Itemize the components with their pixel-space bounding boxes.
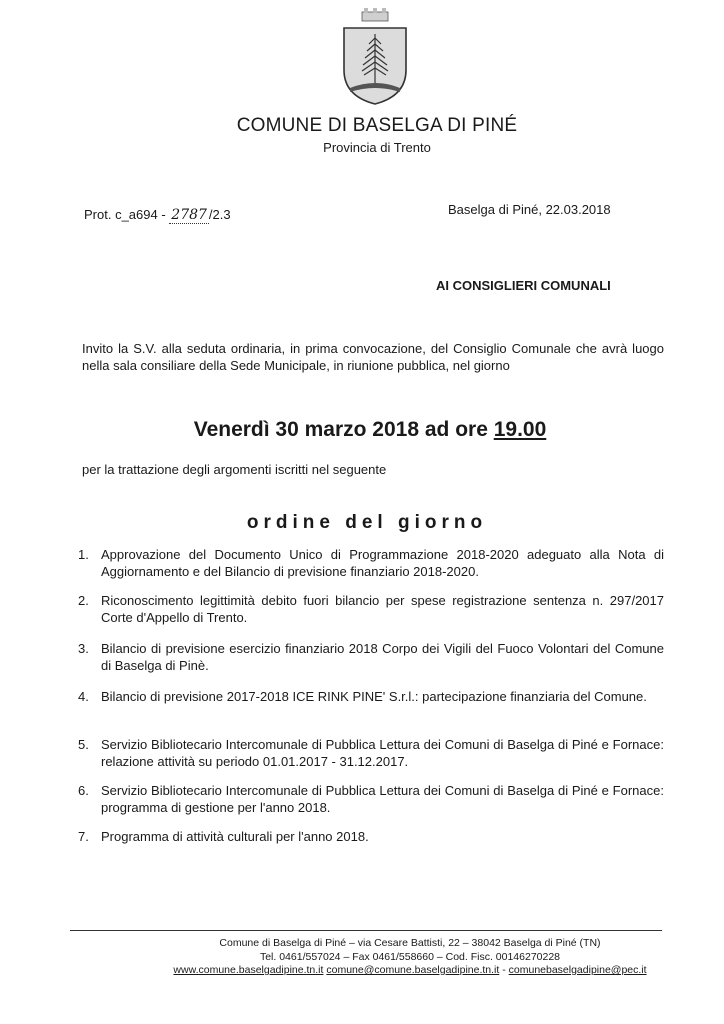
- agenda-item: [78, 828, 664, 845]
- footer-separator: -: [499, 964, 509, 976]
- meeting-date: Venerdì 30 marzo 2018 ad ore: [193, 418, 494, 441]
- place-and-date: Baselga di Piné, 22.03.2018: [448, 202, 611, 217]
- agenda-item-number: 1.: [78, 547, 89, 562]
- agenda-item: [78, 592, 664, 626]
- agenda-item-text: Approvazione del Documento Unico di Programmazione 2018-2020 adeguato alla Nota di Aggiornamento e del Bilancio di previsione finanziario 2018-2020.: [101, 547, 664, 579]
- agenda-item: [78, 782, 664, 816]
- agenda-item-number: 4.: [78, 689, 89, 704]
- protocol-handwritten-number: 2787: [171, 207, 207, 223]
- agenda-item-text: Programma di attività culturali per l'anno 2018.: [101, 829, 369, 844]
- footer-email-link[interactable]: comune@comune.baselgadipine.tn.it: [326, 964, 500, 976]
- agenda-item-number: 2.: [78, 593, 89, 608]
- agenda-item: [78, 640, 664, 674]
- agenda-item-number: 3.: [78, 641, 89, 656]
- agenda-item-text: Bilancio di previsione 2017-2018 ICE RINK PINE' S.r.l.: partecipazione finanziaria del Comune.: [101, 689, 647, 704]
- municipal-crest-icon: [338, 8, 412, 108]
- invitation-paragraph: Invito la S.V. alla seduta ordinaria, in prima convocazione, del Consiglio Comunale che avrà luogo nella sala consiliare della Sede Municipale, in riunione pubblica, nel giorno: [82, 341, 664, 373]
- agenda-item-text: Riconoscimento legittimità debito fuori bilancio per spese registrazione sentenza n. 297/2017 Corte d'Appello di Trento.: [101, 593, 664, 625]
- footer-divider: [70, 930, 662, 931]
- footer-contacts: [130, 964, 690, 978]
- protocol-suffix: /2.3: [208, 207, 231, 222]
- province-name: Provincia di Trento: [323, 140, 431, 155]
- agenda-lead-in: per la trattazione degli argomenti iscritti nel seguente: [82, 462, 387, 477]
- meeting-time: 19.00: [493, 418, 547, 441]
- agenda-item: [78, 736, 664, 770]
- protocol-number: [84, 207, 231, 223]
- crest-crown: [362, 8, 388, 21]
- agenda-item-text: Servizio Bibliotecario Intercomunale di Pubblica Lettura dei Comuni di Baselga di Piné e Fornace: programma di gestione per l'anno 2018.: [101, 783, 664, 815]
- meeting-datetime: [0, 418, 724, 442]
- agenda-item-text: Bilancio di previsione esercizio finanziario 2018 Corpo dei Vigili del Fuoco Volontari del Comune di Baselga di Pinè.: [101, 641, 664, 673]
- footer-address: Comune di Baselga di Piné – via Cesare Battisti, 22 – 38042 Baselga di Piné (TN): [219, 937, 601, 949]
- agenda-item-text: Servizio Bibliotecario Intercomunale di Pubblica Lettura dei Comuni di Baselga di Piné e Fornace: relazione attività su periodo 01.01.2017 - 31.12.2017.: [101, 737, 664, 769]
- protocol-prefix: Prot. c_a694 -: [84, 207, 170, 222]
- agenda-item: [78, 688, 664, 705]
- agenda-item-number: 6.: [78, 783, 89, 798]
- footer-pec-link[interactable]: comunebaselgadipine@pec.it: [508, 964, 647, 976]
- footer: [130, 937, 690, 978]
- agenda-item-number: 5.: [78, 737, 89, 752]
- agenda-item: [78, 546, 664, 580]
- footer-phones: Tel. 0461/557024 – Fax 0461/558660 – Cod. Fisc. 00146270228: [259, 950, 561, 963]
- recipient-line: AI CONSIGLIERI COMUNALI: [436, 278, 611, 293]
- agenda-title: ordine del giorno: [246, 512, 488, 533]
- footer-website-link[interactable]: www.comune.baselgadipine.tn.it: [173, 964, 324, 976]
- agenda-item-number: 7.: [78, 829, 89, 844]
- municipality-name: COMUNE DI BASELGA DI PINÉ: [236, 115, 518, 136]
